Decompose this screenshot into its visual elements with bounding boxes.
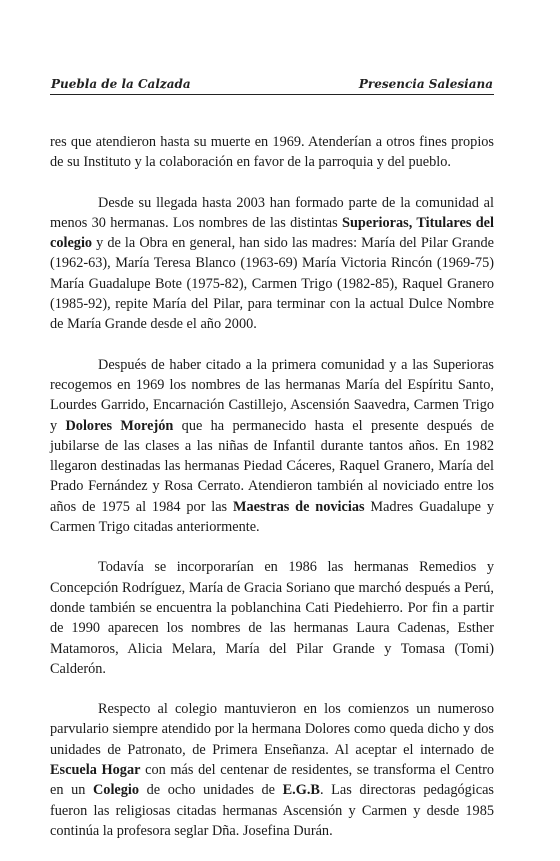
bold-run: Maestras de novicias bbox=[232, 498, 365, 515]
header-right-title: Presencia Salesiana bbox=[358, 77, 493, 91]
body-text bbox=[50, 132, 494, 861]
running-header bbox=[51, 77, 493, 93]
text-run: Todavía se incorporarían en 1986 las hermanas Remedios y Concepción Rodríguez, María de Gracia Soriano que marchó después a Perú, donde también se encuentra la poblanchina Cati Piedehierro. Por fin a partir de 1990 aparecen los nombres de las hermanas Laura Cadenas, Esther Matamoros, Alicia Melara, María del Pilar Grande y Tomasa (Tomi) Calderón. bbox=[50, 559, 494, 677]
bold-run: Superioras, Titulares del colegio bbox=[50, 214, 494, 252]
text-run: y de la Obra en general, han sido las madres: María del Pilar Grande (1962-63), María Teresa Blanco (1963-69) María Victoria Rincón (1969-75) María Guadalupe Bote (1975-82), Carmen Trigo (1982-85), Raquel Granero (1985-92), repite María del Pilar, para terminar con la actual Dulce Nombre de María Grande desde el año 2000. bbox=[50, 235, 494, 333]
text-run: que ha permanecido hasta el presente después de jubilarse de las clases a las niñas de Infantil durante tantos años. En 1982 llegaron destinadas las hermanas Piedad Cáceres, Raquel Granero, María del Prado Fernández y Rosa Cerrato. Atendieron también al noviciado entre los años de 1975 al 1984 por las bbox=[50, 417, 494, 515]
bold-run: E.G.B bbox=[282, 782, 320, 799]
text-run: Madres Guadalupe y Carmen Trigo citadas anteriormente. bbox=[50, 498, 494, 536]
bold-run: Dolores Morejón bbox=[65, 417, 174, 434]
paragraph-p4 bbox=[50, 557, 494, 679]
paragraph-p3 bbox=[50, 355, 494, 538]
header-left-title: Puebla de la Calzada bbox=[51, 77, 191, 91]
text-run: Respecto al colegio mantuvieron en los comienzos un numeroso parvulario siempre atendido por la hermana Dolores como queda dicho y dos unidades de Patronato, de Primera Enseñanza. Al aceptar el internado de bbox=[50, 701, 494, 758]
paragraph-p2 bbox=[50, 193, 494, 335]
bold-run: Colegio bbox=[92, 782, 140, 799]
header-rule bbox=[50, 94, 494, 95]
bold-run: Escuela Hogar bbox=[50, 762, 141, 779]
text-run: res que atendieron hasta su muerte en 1969. Atenderían a otros fines propios de su Instituto y la colaboración en favor de la parroquia y del pueblo. bbox=[50, 134, 494, 171]
text-run: de ocho unidades de bbox=[139, 782, 283, 799]
paragraph-p1 bbox=[50, 132, 494, 173]
text-run: con más del centenar de residentes, se transforma el Centro en un bbox=[50, 762, 494, 799]
paragraph-p5 bbox=[50, 699, 494, 841]
text-run: Desde su llegada hasta 2003 han formado parte de la comunidad al menos 30 hermanas. Los nombres de las distintas bbox=[50, 194, 494, 231]
text-run: Después de haber citado a la primera comunidad y a las Superioras recogemos en 1969 los nombres de las hermanas María del Espíritu Santo, Lourdes Garrido, Encarnación Castillejo, Ascensión Saavedra, Carmen Trigo y bbox=[50, 356, 494, 434]
text-run: . Las directoras pedagógicas fueron las religiosas citadas hermanas Ascensión y Carmen y desde 1985 continúa la profesora seglar Dña. Josefina Durán. bbox=[50, 782, 494, 839]
